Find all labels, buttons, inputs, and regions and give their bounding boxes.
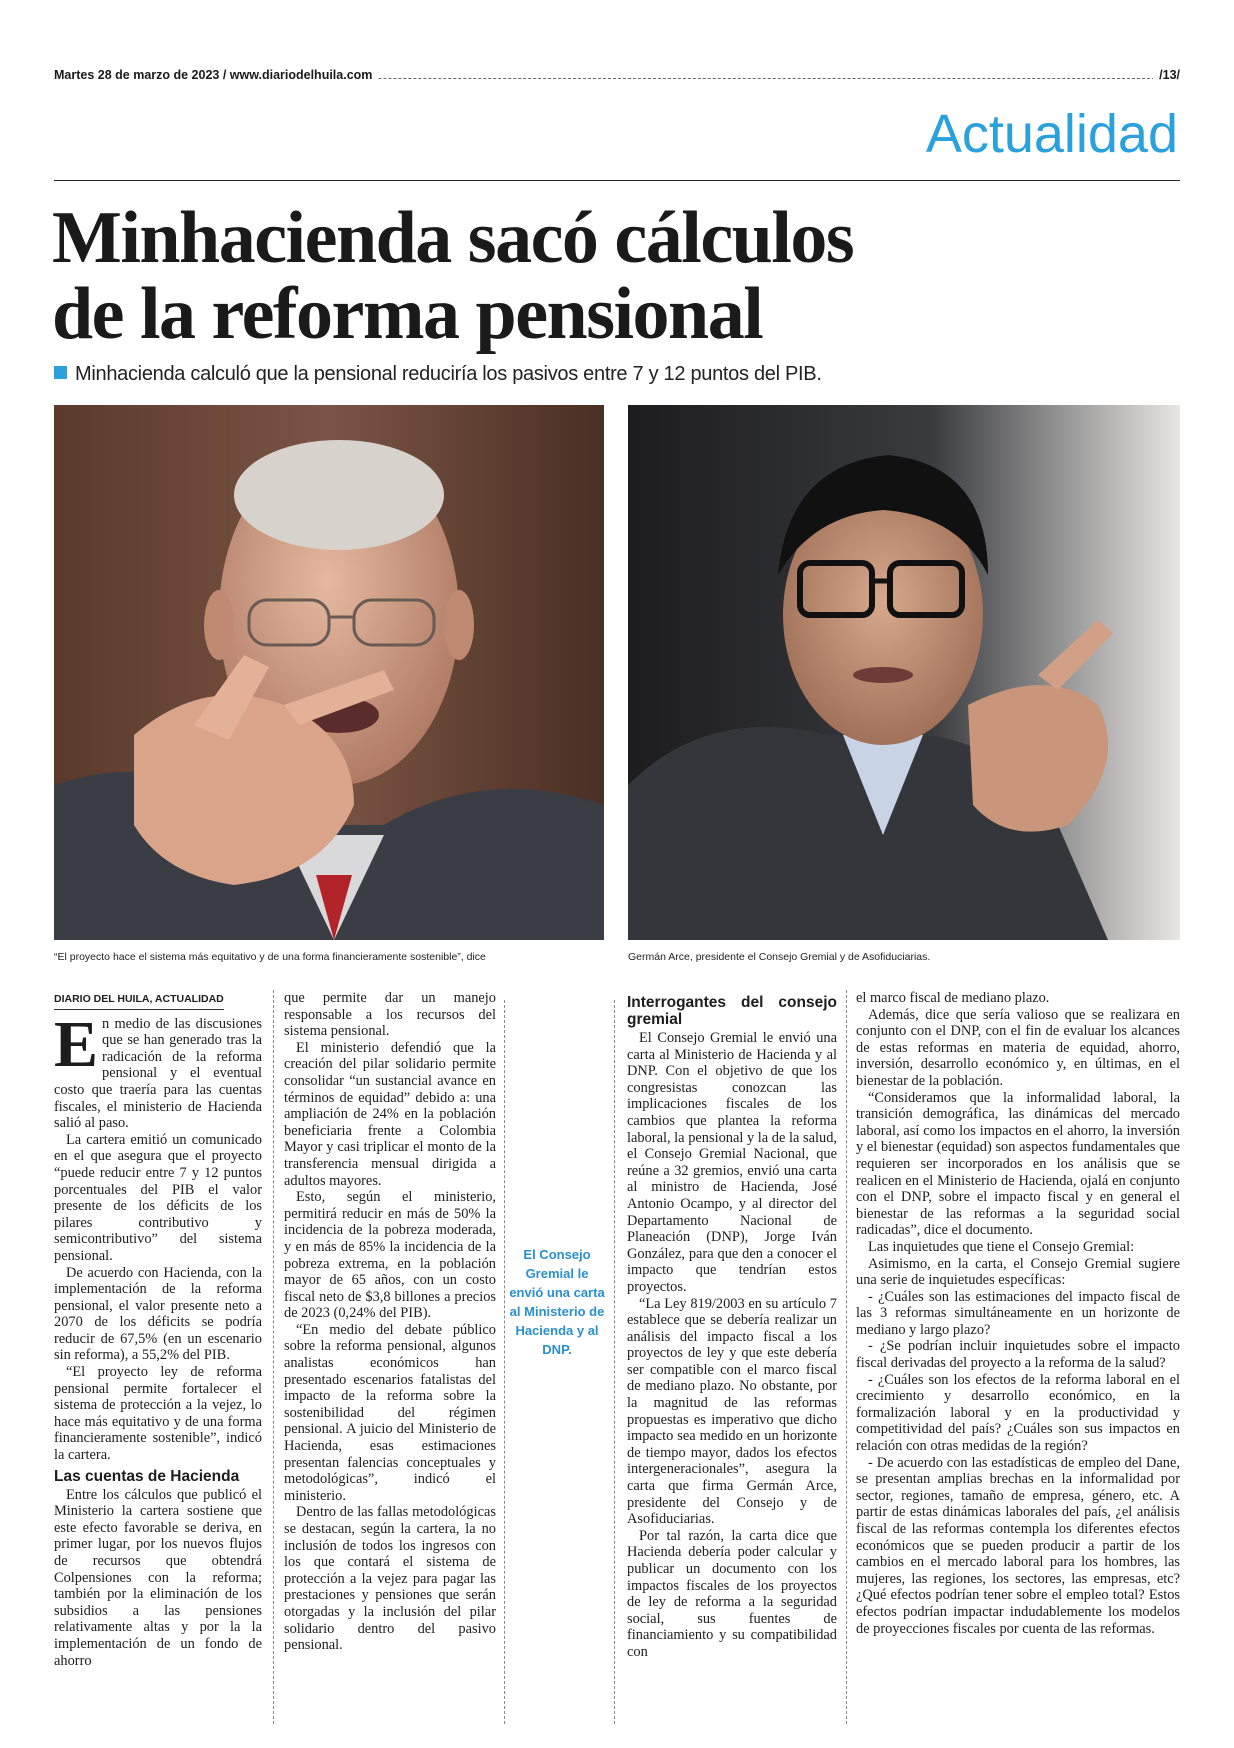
paragraph: Esto, según el ministerio, permitirá reducir en más de 50% la incidencia de la pobreza moderada, y en más de 85% la incidencia de la pobreza extrema, en la población mayor de 65 años, con un costo fiscal neto de $3,8 billones a precios de 2023 (0,24% del PIB). (284, 1189, 496, 1322)
paragraph: El Consejo Gremial le envió una carta al Ministerio de Hacienda y al DNP. Con el objetivo de que los congresistas conozcan las implicaciones fiscales de los cambios que plantea la reforma laboral, la pensional y la de la salud, el Consejo Gremial Nacional, que reúne a 32 gremios, envió una carta al ministro de Hacienda, José Antonio Ocampo, y al director del Departamento Nacional de Planeación (DNP), Jorge Iván González, para que den a conocer el impacto que tendrían estos proyectos. (627, 1030, 837, 1295)
paragraph: Las inquietudes que tiene el Consejo Gremial: (868, 1238, 1135, 1255)
paragraph: “El proyecto ley de reforma pensional permite fortalecer el sistema de protección a la vejez, lo hace más equitativo y de una forma financieramente sostenible”, indicó la cartera. (54, 1364, 262, 1464)
paragraph: que permite dar un manejo responsable a los recursos del sistema pensional. (284, 990, 496, 1040)
paragraph: el marco fiscal de mediano plazo. (856, 990, 1050, 1006)
blue-square-icon (54, 366, 67, 379)
column-divider (504, 1000, 505, 1724)
page-header-bar (54, 66, 1180, 86)
paragraph: Asimismo, en la carta, el Consejo Gremial sugiere una serie de inquietudes específicas: (856, 1255, 1180, 1289)
column-divider (273, 990, 274, 1724)
list-item: - De acuerdo con las estadísticas de empleo del Dane, se presentan amplias brechas en la informalidad por sector, regiones, tamaño de empresa, género, etc. A partir de estas dinámicas laborales del país, ¿el análisis fiscal de las reformas contempla los diferentes efectos económicos que se pueden producir a partir de los cambios en el mercado laboral para los hombres, las mujeres, las regiones, los sectores, las empresas, etc? ¿Qué efectos podrían tener sobre el empleo total? Estos efectos podrían impactar indudablemente los modelos de proyecciones fiscales por cuenta de las reformas. (856, 1454, 1180, 1637)
list-item: - ¿Se podrían incluir inquietudes sobre el impacto fiscal derivadas del proyecto a la reforma de la salud? (856, 1338, 1180, 1372)
subheadline (54, 363, 822, 386)
photo-minister (54, 405, 604, 940)
pull-quote: El Consejo Gremial le envió una carta al Ministerio de Hacienda y al DNP. (509, 1247, 605, 1357)
article-column-1 (54, 990, 262, 1669)
header-divider (54, 180, 1180, 181)
paragraph: Dentro de las fallas metodológicas se destacan, según la cartera, la no inclusión de todos los ingresos con los que contará el sistema de protección a la vejez para pagar las prestaciones y pensiones que serán otorgadas y la inclusión del pilar solidario dentro del pasivo pensional. (284, 1504, 496, 1654)
article-column-3 (627, 990, 837, 1661)
photo-german-arce-image (628, 405, 1180, 940)
byline: DIARIO DEL HUILA, ACTUALIDAD (54, 991, 224, 1010)
paragraph-text: n medio de las discusiones que se han generado tras la radicación de la reforma pensional y el eventual costo que traería para las cuentas fiscales, el ministerio de Hacienda salió al paso. (54, 1015, 262, 1132)
headline (52, 197, 1182, 355)
paragraph: Además, dice que sería valioso que se realizara en conjunto con el DNP, con el fin de evaluar los alcances de estas reformas en materia de equidad, ahorro, inversión, desarrollo económico y, en últimas, en el bienestar de la población. (856, 1006, 1180, 1089)
photo-left-caption: “El proyecto hace el sistema más equitativo y de una forma financieramente sostenible”, dice (54, 951, 486, 963)
section-title: Actualidad (925, 104, 1178, 164)
photo-minister-image (54, 405, 604, 940)
photo-right-caption: Germán Arce, presidente el Consejo Gremial y de Asofiduciarias. (628, 951, 931, 963)
article-column-2 (284, 990, 496, 1654)
header-date-site: Martes 28 de marzo de 2023 / www.diariodelhuila.com (54, 68, 378, 82)
paragraph: “En medio del debate público sobre la reforma pensional, algunos analistas económicos han presentado escenarios fatalistas del impacto de la reforma sobre la sostenibilidad del régimen pensional. A juicio del Ministerio de Hacienda, esas estimaciones presentan falencias conceptuales y metodológicas”, indicó el ministerio. (284, 1321, 496, 1504)
column-divider (846, 990, 847, 1724)
drop-cap: E (54, 1007, 99, 1081)
article-column-4 (856, 990, 1180, 1637)
paragraph (54, 1007, 262, 1132)
subheading-interrogantes: Interrogantes del consejo gremial (627, 994, 837, 1028)
list-item: - ¿Cuáles son las estimaciones del impacto fiscal de las 3 reformas simultáneamente en un horizonte de mediano y largo plazo? (856, 1288, 1180, 1338)
paragraph: La cartera emitió un comunicado en el que asegura que el proyecto “puede reducir entre 7 y 12 puntos porcentuales del PIB el valor presente de los déficits de los pilares contributivo y semicontributivo” del sistema pensional. (54, 1131, 262, 1264)
headline-line-1: Minhacienda sacó cálculos (52, 197, 854, 279)
paragraph: De acuerdo con Hacienda, con la implementación de la reforma pensional, el valor presente neto a 2070 de los déficits se podría reducir de 67,5% (en un escenario sin reforma), a 55,2% del PIB. (54, 1264, 262, 1364)
paragraph: Por tal razón, la carta dice que Hacienda debería poder calcular y publicar un documento con los impactos fiscales de los proyectos de ley de reforma a la seguridad social, sus fuentes de financiamiento y su compatibilidad con (627, 1527, 837, 1660)
page-number: /13/ (1153, 68, 1180, 82)
paragraph: El ministerio defendió que la creación del pilar solidario permite consolidar “un sustancial avance en términos de equidad” debido a: una ampliación de 24% en la población beneficiaria frente a Colombia Mayor y casi triplicar el monto de la transferencia mensual dirigida a adultos mayores. (284, 1039, 496, 1189)
photo-german-arce (628, 405, 1180, 940)
paragraph: Entre los cálculos que publicó el Ministerio la cartera sostiene que este efecto favorable se deriva, en primer lugar, por los nuevos flujos de recursos que obtendrá Colpensiones con la reforma; también por la eliminación de los subsidios a las pensiones relativamente altas y por la la implementación de un fondo de ahorro (54, 1486, 262, 1669)
subheading-cuentas: Las cuentas de Hacienda (54, 1467, 240, 1485)
paragraph: “Consideramos que la informalidad laboral, la transición demográfica, las dinámicas del mercado laboral, así como los impactos en el ahorro, la inversión y el bienestar (equidad) son aspectos fundamentales que requieren ser incorporados en los análisis que se realicen en el Ministerio de Hacienda, ojalá en conjunto con el DNP, sobre el impacto fiscal y en general el bienestar de las reformas a la seguridad social radicadas”, dice el documento. (856, 1089, 1180, 1239)
headline-line-2: de la reforma pensional (52, 273, 763, 355)
subheadline-text: Minhacienda calculó que la pensional reduciría los pasivos entre 7 y 12 puntos del PIB. (75, 363, 822, 385)
column-divider (614, 1000, 615, 1724)
paragraph: “La Ley 819/2003 en su artículo 7 establece que se debería realizar un análisis del impacto fiscal a los proyectos de ley y que este debería ser compatible con el marco fiscal de mediano plazo. No obstante, por la magnitud de las reformas propuestas es imperativo que dicho impacto sea medido en un horizonte de tiempo mayor, dados los efectos intergeneracionales”, asegura la carta que firma Germán Arce, presidente del Consejo y de Asofiduciarias. (627, 1295, 837, 1528)
list-item: - ¿Cuáles son los efectos de la reforma laboral en el crecimiento y desarrollo económico, en la formalización laboral y en la productividad y competitividad del país? ¿Cuáles son sus impactos en relación con otras medidas de la región? (856, 1371, 1180, 1455)
